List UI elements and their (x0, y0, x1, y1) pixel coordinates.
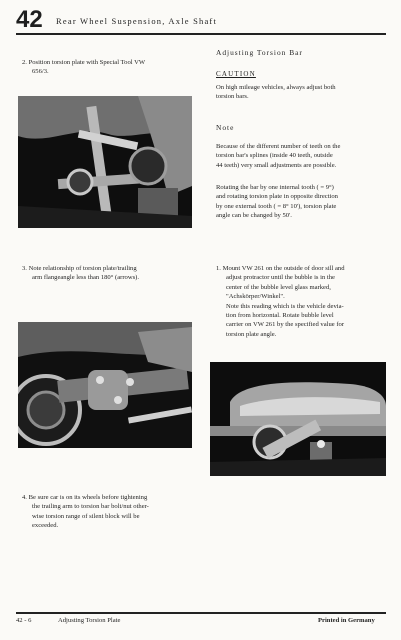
note-paragraph-1: Because of the different number of teeth on the torsion bar's splines (inside 40 teeth, outside 44 teeth) very small adjustments are possible. (216, 143, 341, 169)
page-number: 42 (16, 6, 43, 33)
adjusting-torsion-bar-heading: Adjusting Torsion Bar (216, 48, 303, 57)
photo-vw261-bubble-level (210, 362, 386, 476)
chapter-title: Rear Wheel Suspension, Axle Shaft (56, 16, 218, 26)
footer-rule (16, 612, 386, 614)
note-label: Note (216, 123, 235, 132)
step-2-text: 2. Position torsion plate with Special Tool VW 656/3. (22, 59, 146, 76)
footer-section-title: Adjusting Torsion Plate (58, 617, 121, 624)
photo-torsion-plate-tool (18, 96, 192, 228)
footer-page-number: 42 - 6 (16, 617, 32, 624)
header-rule (16, 33, 386, 35)
footer-printed-in: Printed in Germany (318, 617, 375, 624)
photo-trailing-arm-angle (18, 322, 192, 448)
caution-label: CAUTION (216, 70, 256, 78)
step-3-text: 3. Note relationship of torsion plate/trailing arm flangeangle less than 180° (arrows). (22, 265, 140, 282)
note-paragraph-2: Rotating the bar by one internal tooth ( = 9°) and rotating torsion plate in opposite direction by one external tooth ( = 8° 10'), torsion plate angle can be changed by 50'. (216, 184, 338, 220)
step-4-text: 4. Be sure car is on its wheels before tightening the trailing arm to torsion bar bolt/nut other- wise torsion range of silent block will be exceeded. (22, 494, 149, 530)
caution-text: On high mileage vehicles, always adjust both torsion bars. (216, 84, 336, 101)
step-1-text: 1. Mount VW 261 on the outside of door sill and adjust protractor until the bubble is in the center of the bubble level glass marked, "Achskörper/Winkel". Note this reading which is the vehicle devia- tion from horizontal. Rotate bubble level carrier on VW 261 by the specified value for torsion plate angle. (216, 265, 345, 338)
